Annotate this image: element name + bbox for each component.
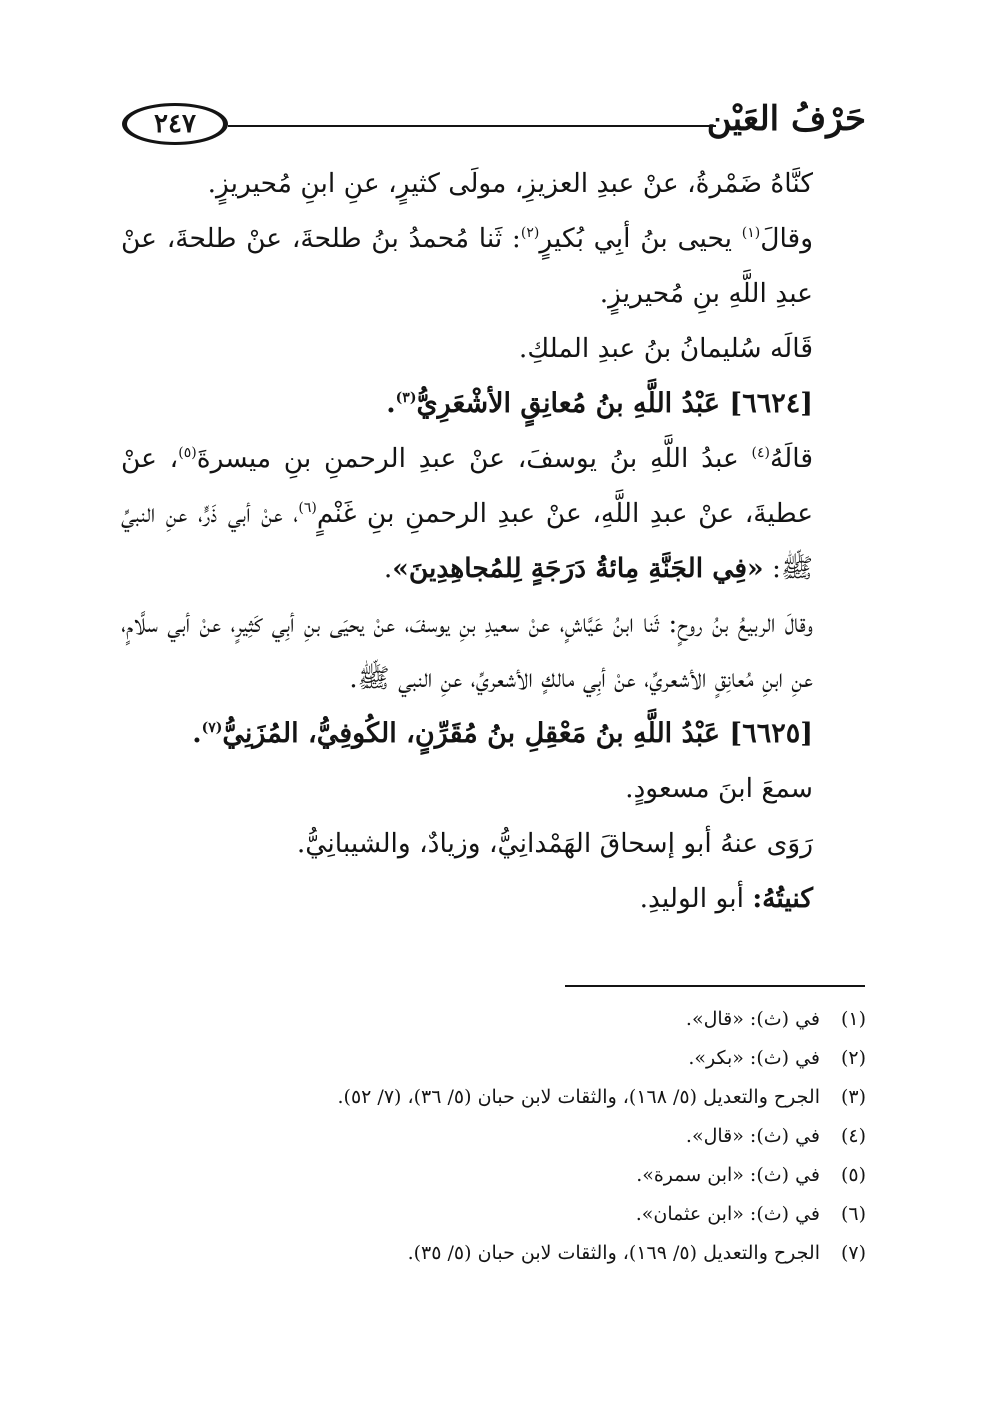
footnote-text: الجرح والتعديل (٥/ ١٦٨)، والثقات لابن حبان (٥/ ٣٦)، (٧/ ٥٢). (337, 1086, 820, 1108)
paragraph-heard (121, 761, 863, 816)
text-span: رَوَى عنهُ أبو إسحاقَ الهَمْدانِيُّ، وزيادٌ، والشيبانِيُّ. (296, 828, 813, 859)
footnote-number: (٥) (840, 1164, 866, 1186)
text-span: . (383, 553, 393, 584)
footnote-text: في (ث): «قال». (685, 1125, 820, 1147)
text-span: أبو الوليدِ. (639, 883, 753, 914)
paragraph-kunya (121, 156, 863, 211)
footnote (106, 1039, 866, 1078)
footnote-ref[interactable]: (٥) (178, 445, 197, 462)
footnote-ref[interactable]: (٦) (298, 500, 317, 517)
text-span: وقالَ الربيعُ بنُ روحٍ: ثَنا ابنُ عَيَّاشٍ، عنْ سعيدِ بنِ يوسفَ، عنْ يحيَى بنِ أبِي كَثِيرٍ، عنْ أبي سلَّامٍ، عنِ ابنِ مُعانِقٍ الأشعريِّ، عنْ أبِي مالكٍ الأشعريِّ، عنِ النبي ﷺ. (121, 608, 813, 694)
entry-heading-6624 (121, 376, 863, 431)
paragraph-isnad-2 (121, 596, 863, 706)
text-span: . (192, 718, 202, 749)
footnote-ref[interactable]: (٢) (520, 225, 540, 242)
footnote-number: (٢) (840, 1047, 866, 1069)
text-span: قالَهُ (769, 443, 813, 474)
entry-name: عَبْدُ اللَّهِ بنُ مُعانِقٍ الأشْعَرِيُّ (416, 388, 730, 419)
paragraph-kunya-2 (121, 871, 863, 926)
footnote-number: (٣) (840, 1086, 866, 1108)
footnote-text: في (ث): «ابن عثمان». (635, 1203, 820, 1225)
footnote-number: (١) (840, 1008, 866, 1030)
footnote-ref[interactable]: (٣) (395, 390, 417, 406)
text-span: ، عنْ عطيةَ، عنْ عبدِ اللَّهِ، عنْ عبدِ الرحمنِ بنِ غَنْمٍ (121, 443, 814, 529)
footnote-number: (٧) (840, 1242, 866, 1264)
text-span: عبدُ اللَّهِ بنُ يوسفَ، عنْ عبدِ الرحمنِ بنِ ميسرةَ (196, 443, 752, 474)
paragraph-narrators (121, 816, 863, 871)
hadith-text: «فِي الجَنَّةِ مِائةُ دَرَجَةٍ لِلمُجاهِدِينَ» (392, 553, 764, 584)
text-span: : ثَنا مُحمدُ بنُ طلحةَ، عنْ طلحةَ، عنْ عبدِ اللَّهِ بنِ مُحيريزٍ. (121, 223, 813, 309)
footnote (106, 1234, 866, 1273)
footnote-number: (٦) (840, 1203, 866, 1225)
footnote-ref[interactable]: (٤) (751, 445, 770, 462)
footnote-separator (565, 985, 865, 987)
chapter-title: حَرْفُ العَيْن (706, 99, 866, 139)
entry-number: [٦٦٢٥] (729, 718, 813, 749)
footnote-ref[interactable]: (١) (741, 225, 761, 242)
text-span: . (386, 388, 396, 419)
text-span: وقالَ (760, 223, 813, 254)
footnote-number: (٤) (840, 1125, 866, 1147)
header-rule (228, 125, 716, 127)
footnote (106, 1078, 866, 1117)
text-span: كنَّاهُ ضَمْرةُ، عنْ عبدِ العزيزِ، مولَى كثيرٍ، عنِ ابنِ مُحيريزٍ. (207, 168, 813, 199)
text-span: ، عنْ أبي ذَرٍّ، عنِ النبيِّ ﷺ: (121, 498, 813, 584)
footnote (106, 1000, 866, 1039)
text-span: يحيى بنُ أبِي بُكيرٍ (539, 223, 742, 254)
paragraph-isnad-1 (121, 431, 863, 596)
page-number: ٢٤٧ (122, 103, 228, 145)
footnote-text: الجرح والتعديل (٥/ ١٦٩)، والثقات لابن حبان (٥/ ٣٥). (407, 1242, 820, 1264)
footnotes (106, 1000, 866, 1273)
entry-name: عَبْدُ اللَّهِ بنُ مَعْقِلِ بنُ مُقَرِّنٍ، الكُوفِيُّ، المُزَنِيُّ (222, 718, 730, 749)
paragraph-yahya (121, 211, 863, 321)
footnote-text: في (ث): «قال». (685, 1008, 820, 1030)
running-header (118, 95, 866, 155)
text-span: سمعَ ابنَ مسعودٍ. (625, 773, 813, 804)
entry-number: [٦٦٢٤] (729, 388, 813, 419)
footnote-text: في (ث): «بكر». (688, 1047, 820, 1069)
main-text (121, 156, 863, 926)
footnote (106, 1117, 866, 1156)
text-span: قَالَه سُليمانُ بنُ عبدِ الملكِ. (518, 333, 813, 364)
footnote (106, 1156, 866, 1195)
kunya-label: كنيتُهُ: (752, 883, 813, 914)
paragraph-sulayman (121, 321, 863, 376)
entry-heading-6625 (121, 706, 863, 761)
footnote-text: في (ث): «ابن سمرة». (636, 1164, 820, 1186)
footnote-ref[interactable]: (٧) (201, 720, 223, 736)
footnote (106, 1195, 866, 1234)
